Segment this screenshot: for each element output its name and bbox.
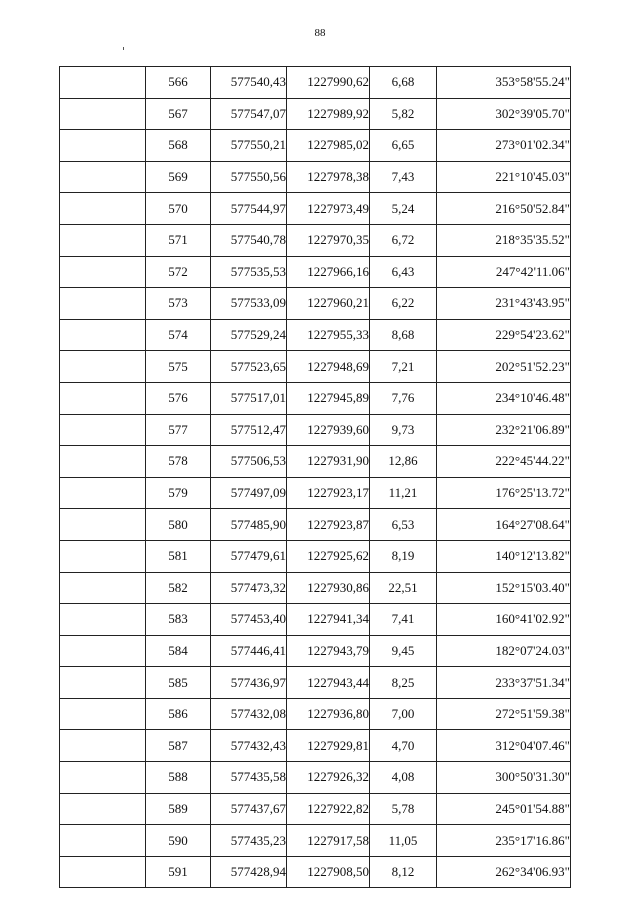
x-coordinate-cell: 577435,23 <box>211 825 287 857</box>
table-row <box>60 67 571 99</box>
direction-angle-cell: 245°01'54.88" <box>437 793 571 825</box>
point-number-cell: 590 <box>146 825 211 857</box>
point-number-cell: 570 <box>146 193 211 225</box>
point-number-cell: 568 <box>146 130 211 162</box>
x-coordinate-cell: 577473,32 <box>211 572 287 604</box>
point-number-cell: 575 <box>146 351 211 383</box>
y-coordinate-cell: 1227948,69 <box>287 351 370 383</box>
table-row <box>60 319 571 351</box>
x-coordinate-cell: 577497,09 <box>211 477 287 509</box>
blank-cell <box>60 288 146 320</box>
point-number-cell: 572 <box>146 256 211 288</box>
table-row <box>60 572 571 604</box>
blank-cell <box>60 161 146 193</box>
y-coordinate-cell: 1227936,80 <box>287 698 370 730</box>
segment-length-cell: 8,19 <box>370 540 437 572</box>
y-coordinate-cell: 1227955,33 <box>287 319 370 351</box>
direction-angle-cell: 234°10'46.48" <box>437 382 571 414</box>
direction-angle-cell: 262°34'06.93" <box>437 856 571 888</box>
segment-length-cell: 11,21 <box>370 477 437 509</box>
direction-angle-cell: 231°43'43.95" <box>437 288 571 320</box>
point-number-cell: 588 <box>146 762 211 794</box>
table-row <box>60 509 571 541</box>
point-number-cell: 582 <box>146 572 211 604</box>
table-row <box>60 730 571 762</box>
segment-length-cell: 22,51 <box>370 572 437 604</box>
segment-length-cell: 8,25 <box>370 667 437 699</box>
table-row <box>60 698 571 730</box>
x-coordinate-cell: 577533,09 <box>211 288 287 320</box>
coordinates-table <box>59 66 571 888</box>
point-number-cell: 566 <box>146 67 211 99</box>
point-number-cell: 576 <box>146 382 211 414</box>
point-number-cell: 589 <box>146 793 211 825</box>
blank-cell <box>60 67 146 99</box>
blank-cell <box>60 667 146 699</box>
x-coordinate-cell: 577436,97 <box>211 667 287 699</box>
table-row <box>60 130 571 162</box>
x-coordinate-cell: 577529,24 <box>211 319 287 351</box>
segment-length-cell: 8,68 <box>370 319 437 351</box>
y-coordinate-cell: 1227943,44 <box>287 667 370 699</box>
point-number-cell: 571 <box>146 224 211 256</box>
segment-length-cell: 5,82 <box>370 98 437 130</box>
segment-length-cell: 7,41 <box>370 604 437 636</box>
direction-angle-cell: 182°07'24.03" <box>437 635 571 667</box>
y-coordinate-cell: 1227917,58 <box>287 825 370 857</box>
x-coordinate-cell: 577512,47 <box>211 414 287 446</box>
blank-cell <box>60 351 146 383</box>
y-coordinate-cell: 1227931,90 <box>287 446 370 478</box>
direction-angle-cell: 140°12'13.82" <box>437 540 571 572</box>
segment-length-cell: 6,22 <box>370 288 437 320</box>
table-row <box>60 540 571 572</box>
x-coordinate-cell: 577437,67 <box>211 793 287 825</box>
blank-cell <box>60 414 146 446</box>
x-coordinate-cell: 577547,07 <box>211 98 287 130</box>
segment-length-cell: 7,43 <box>370 161 437 193</box>
y-coordinate-cell: 1227925,62 <box>287 540 370 572</box>
point-number-cell: 591 <box>146 856 211 888</box>
table-row <box>60 224 571 256</box>
scan-mark <box>123 47 124 50</box>
y-coordinate-cell: 1227990,62 <box>287 67 370 99</box>
segment-length-cell: 12,86 <box>370 446 437 478</box>
point-number-cell: 587 <box>146 730 211 762</box>
direction-angle-cell: 272°51'59.38" <box>437 698 571 730</box>
y-coordinate-cell: 1227985,02 <box>287 130 370 162</box>
direction-angle-cell: 218°35'35.52" <box>437 224 571 256</box>
y-coordinate-cell: 1227978,38 <box>287 161 370 193</box>
table-row <box>60 667 571 699</box>
blank-cell <box>60 856 146 888</box>
point-number-cell: 569 <box>146 161 211 193</box>
table-row <box>60 351 571 383</box>
blank-cell <box>60 509 146 541</box>
y-coordinate-cell: 1227908,50 <box>287 856 370 888</box>
segment-length-cell: 9,45 <box>370 635 437 667</box>
segment-length-cell: 5,24 <box>370 193 437 225</box>
segment-length-cell: 4,08 <box>370 762 437 794</box>
segment-length-cell: 9,73 <box>370 414 437 446</box>
table-row <box>60 477 571 509</box>
table-row <box>60 414 571 446</box>
blank-cell <box>60 604 146 636</box>
point-number-cell: 577 <box>146 414 211 446</box>
segment-length-cell: 4,70 <box>370 730 437 762</box>
point-number-cell: 586 <box>146 698 211 730</box>
direction-angle-cell: 300°50'31.30" <box>437 762 571 794</box>
x-coordinate-cell: 577540,43 <box>211 67 287 99</box>
blank-cell <box>60 635 146 667</box>
y-coordinate-cell: 1227922,82 <box>287 793 370 825</box>
direction-angle-cell: 247°42'11.06" <box>437 256 571 288</box>
segment-length-cell: 6,72 <box>370 224 437 256</box>
y-coordinate-cell: 1227929,81 <box>287 730 370 762</box>
x-coordinate-cell: 577432,43 <box>211 730 287 762</box>
direction-angle-cell: 216°50'52.84" <box>437 193 571 225</box>
x-coordinate-cell: 577544,97 <box>211 193 287 225</box>
y-coordinate-cell: 1227943,79 <box>287 635 370 667</box>
blank-cell <box>60 382 146 414</box>
x-coordinate-cell: 577428,94 <box>211 856 287 888</box>
segment-length-cell: 6,53 <box>370 509 437 541</box>
blank-cell <box>60 730 146 762</box>
y-coordinate-cell: 1227939,60 <box>287 414 370 446</box>
segment-length-cell: 11,05 <box>370 825 437 857</box>
blank-cell <box>60 256 146 288</box>
point-number-cell: 567 <box>146 98 211 130</box>
table-row <box>60 856 571 888</box>
direction-angle-cell: 176°25'13.72" <box>437 477 571 509</box>
segment-length-cell: 6,43 <box>370 256 437 288</box>
segment-length-cell: 6,68 <box>370 67 437 99</box>
table-row <box>60 793 571 825</box>
direction-angle-cell: 160°41'02.92" <box>437 604 571 636</box>
blank-cell <box>60 193 146 225</box>
blank-cell <box>60 762 146 794</box>
table-row <box>60 635 571 667</box>
point-number-cell: 584 <box>146 635 211 667</box>
blank-cell <box>60 793 146 825</box>
segment-length-cell: 8,12 <box>370 856 437 888</box>
blank-cell <box>60 698 146 730</box>
y-coordinate-cell: 1227966,16 <box>287 256 370 288</box>
segment-length-cell: 5,78 <box>370 793 437 825</box>
page-number: 88 <box>314 27 326 39</box>
point-number-cell: 580 <box>146 509 211 541</box>
table-row <box>60 446 571 478</box>
point-number-cell: 578 <box>146 446 211 478</box>
segment-length-cell: 7,21 <box>370 351 437 383</box>
x-coordinate-cell: 577453,40 <box>211 604 287 636</box>
x-coordinate-cell: 577523,65 <box>211 351 287 383</box>
y-coordinate-cell: 1227923,87 <box>287 509 370 541</box>
direction-angle-cell: 221°10'45.03" <box>437 161 571 193</box>
table-row <box>60 825 571 857</box>
x-coordinate-cell: 577479,61 <box>211 540 287 572</box>
segment-length-cell: 7,76 <box>370 382 437 414</box>
direction-angle-cell: 202°51'52.23" <box>437 351 571 383</box>
table-row <box>60 98 571 130</box>
x-coordinate-cell: 577550,21 <box>211 130 287 162</box>
y-coordinate-cell: 1227989,92 <box>287 98 370 130</box>
y-coordinate-cell: 1227923,17 <box>287 477 370 509</box>
point-number-cell: 581 <box>146 540 211 572</box>
direction-angle-cell: 164°27'08.64" <box>437 509 571 541</box>
table-row <box>60 382 571 414</box>
blank-cell <box>60 540 146 572</box>
point-number-cell: 573 <box>146 288 211 320</box>
blank-cell <box>60 98 146 130</box>
table-row <box>60 762 571 794</box>
direction-angle-cell: 222°45'44.22" <box>437 446 571 478</box>
blank-cell <box>60 446 146 478</box>
table-row <box>60 161 571 193</box>
table-body <box>60 67 571 888</box>
x-coordinate-cell: 577446,41 <box>211 635 287 667</box>
blank-cell <box>60 319 146 351</box>
y-coordinate-cell: 1227970,35 <box>287 224 370 256</box>
direction-angle-cell: 229°54'23.62" <box>437 319 571 351</box>
y-coordinate-cell: 1227941,34 <box>287 604 370 636</box>
direction-angle-cell: 233°37'51.34" <box>437 667 571 699</box>
x-coordinate-cell: 577432,08 <box>211 698 287 730</box>
direction-angle-cell: 152°15'03.40" <box>437 572 571 604</box>
blank-cell <box>60 224 146 256</box>
segment-length-cell: 6,65 <box>370 130 437 162</box>
point-number-cell: 574 <box>146 319 211 351</box>
direction-angle-cell: 273°01'02.34" <box>437 130 571 162</box>
direction-angle-cell: 312°04'07.46" <box>437 730 571 762</box>
direction-angle-cell: 302°39'05.70" <box>437 98 571 130</box>
x-coordinate-cell: 577535,53 <box>211 256 287 288</box>
y-coordinate-cell: 1227926,32 <box>287 762 370 794</box>
segment-length-cell: 7,00 <box>370 698 437 730</box>
blank-cell <box>60 477 146 509</box>
table-row <box>60 193 571 225</box>
table-row <box>60 288 571 320</box>
direction-angle-cell: 353°58'55.24" <box>437 67 571 99</box>
x-coordinate-cell: 577485,90 <box>211 509 287 541</box>
x-coordinate-cell: 577550,56 <box>211 161 287 193</box>
point-number-cell: 579 <box>146 477 211 509</box>
y-coordinate-cell: 1227945,89 <box>287 382 370 414</box>
table-row <box>60 604 571 636</box>
direction-angle-cell: 232°21'06.89" <box>437 414 571 446</box>
x-coordinate-cell: 577435,58 <box>211 762 287 794</box>
blank-cell <box>60 825 146 857</box>
point-number-cell: 583 <box>146 604 211 636</box>
blank-cell <box>60 572 146 604</box>
table-row <box>60 256 571 288</box>
point-number-cell: 585 <box>146 667 211 699</box>
x-coordinate-cell: 577540,78 <box>211 224 287 256</box>
x-coordinate-cell: 577517,01 <box>211 382 287 414</box>
y-coordinate-cell: 1227973,49 <box>287 193 370 225</box>
direction-angle-cell: 235°17'16.86" <box>437 825 571 857</box>
x-coordinate-cell: 577506,53 <box>211 446 287 478</box>
blank-cell <box>60 130 146 162</box>
y-coordinate-cell: 1227960,21 <box>287 288 370 320</box>
y-coordinate-cell: 1227930,86 <box>287 572 370 604</box>
